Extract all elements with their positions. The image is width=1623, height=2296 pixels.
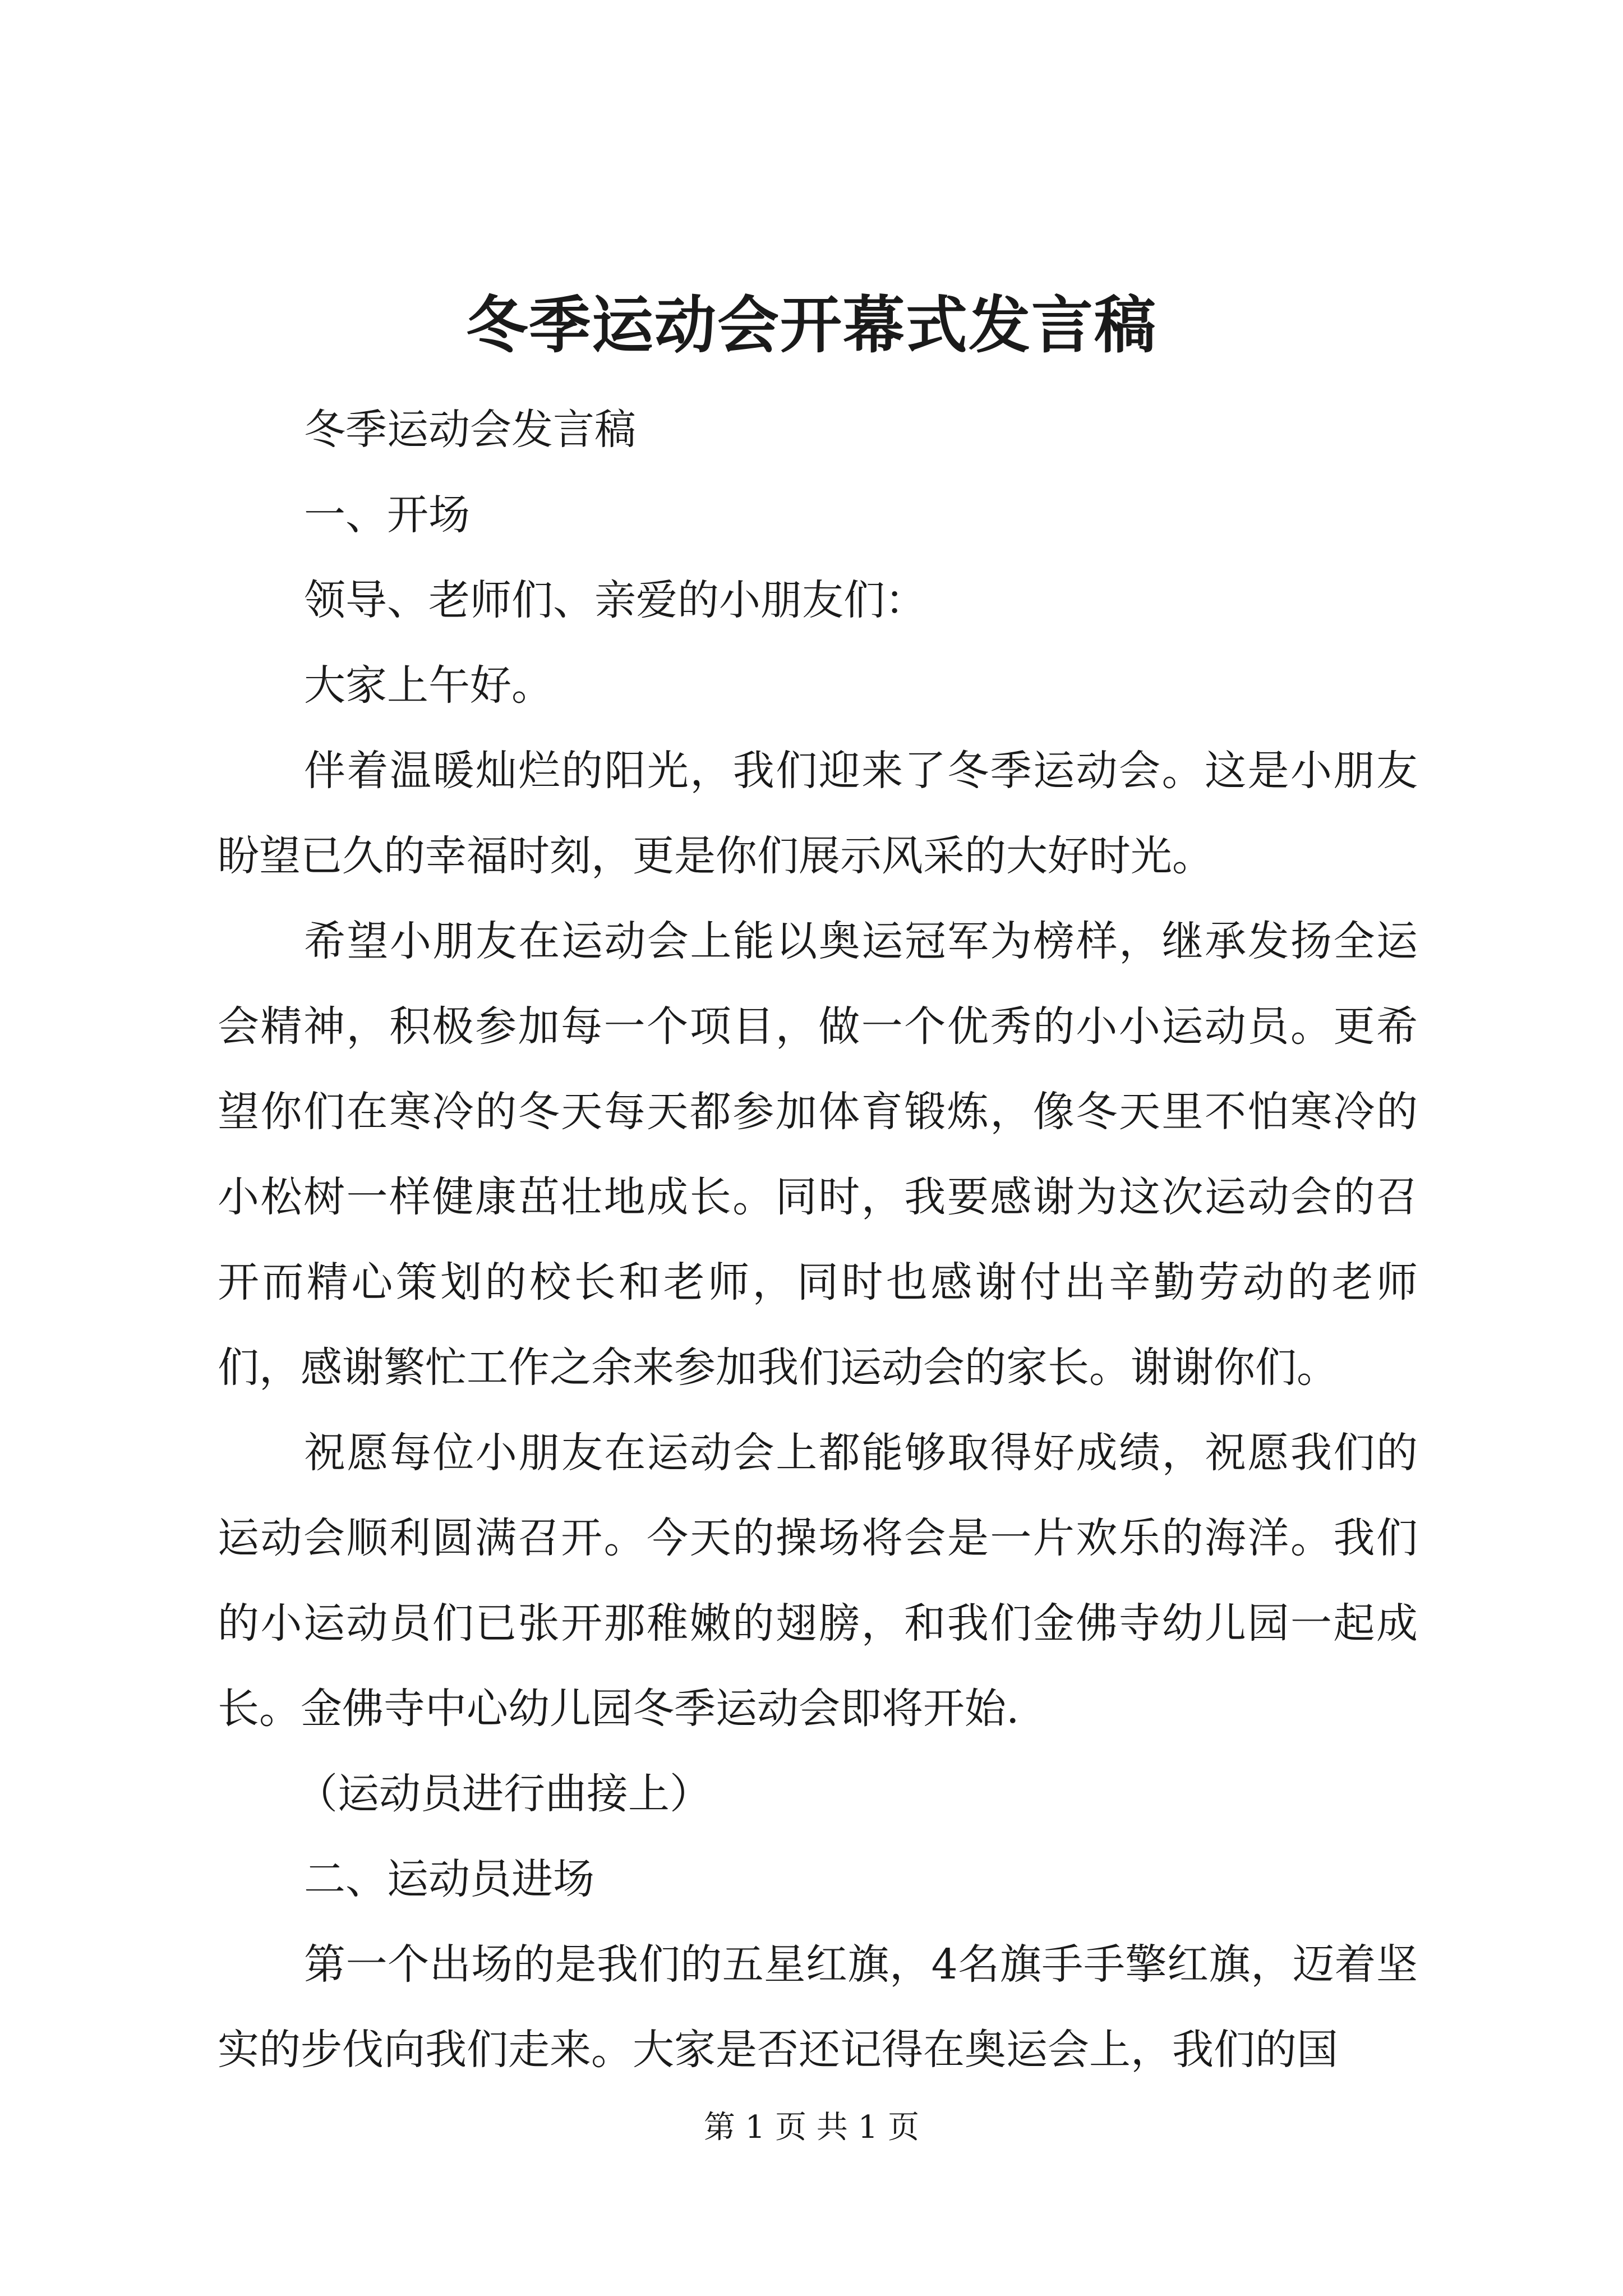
paragraph-flag: 第一个出场的是我们的五星红旗，4名旗手手擎红旗，迈着坚实的步伐向我们走来。大家是否还记得在奥运会上，我们的国 (218, 1940, 1418, 2074)
paragraph-intro: 伴着温暖灿烂的阳光，我们迎来了冬季运动会。这是小朋友盼望已久的幸福时刻，更是你们展示风采的大好时光。 (218, 747, 1418, 880)
paragraph-salutation: 领导、老师们、亲爱的小朋友们： (304, 576, 926, 624)
paragraph-greeting: 大家上午好。 (304, 661, 553, 710)
section-heading-athletes: 二、运动员进场 (304, 1855, 594, 1903)
paragraph-hopes: 希望小朋友在运动会上能以奥运冠军为榜样，继承发扬全运会精神，积极参加每一个项目，做一个优秀的小小运动员。更希望你们在寒冷的冬天每天都参加体育锻炼，像冬天里不怕寒冷的小松树一样健康茁壮地成长。同时，我要感谢为这次运动会的召开而精心策划的校长和老师，同时也感谢付出辛勤劳动的老师们，感谢繁忙工作之余来参加我们运动会的家长。谢谢你们。 (218, 917, 1418, 1392)
document-body (218, 387, 1418, 2092)
section-heading-opening: 一、开场 (304, 491, 470, 539)
paragraph-subtitle: 冬季运动会发言稿 (304, 406, 636, 454)
document-title: 冬季运动会开幕式发言稿 (466, 289, 1157, 361)
paragraph-stage-note: （运动员进行曲接上） (296, 1770, 711, 1818)
paragraph-wishes: 祝愿每位小朋友在运动会上都能够取得好成绩，祝愿我们的运动会顺利圆满召开。今天的操场将会是一片欢乐的海洋。我们的小运动员们已张开那稚嫩的翅膀，和我们金佛寺幼儿园一起成长。金佛寺中心幼儿园冬季运动会即将开始. (218, 1429, 1418, 1733)
page-footer: 第 1 页 共 1 页 (703, 2109, 920, 2146)
